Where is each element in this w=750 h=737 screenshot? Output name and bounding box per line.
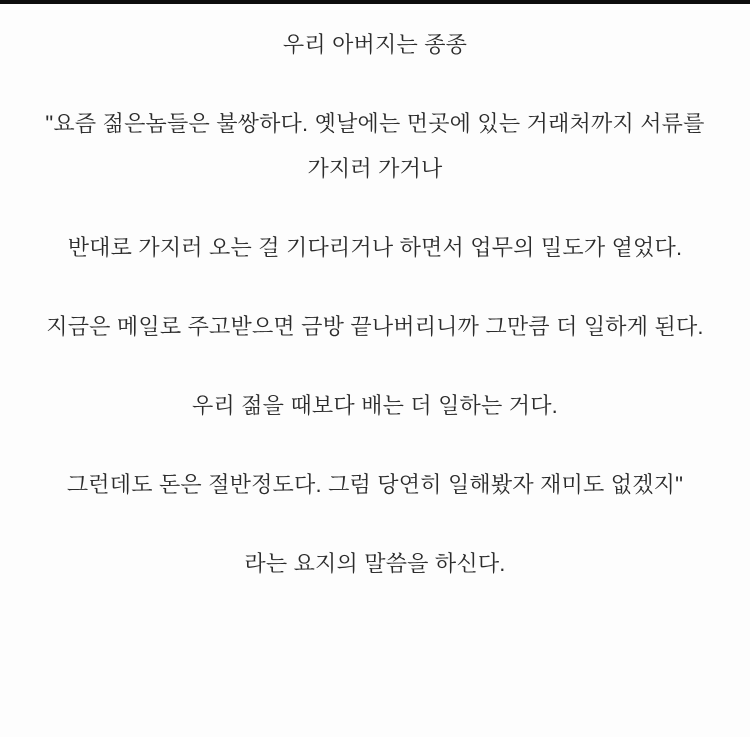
quote-paragraph-5: 그런데도 돈은 절반정도다. 그럼 당연히 일해봤자 재미도 없겠지" [66,472,684,497]
quote-paragraph-2: 반대로 가지러 오는 걸 기다리거나 하면서 업무의 밀도가 옅었다. [67,235,683,260]
quote-post-body [0,4,750,586]
quote-outro-line: 라는 요지의 말씀을 하신다. [244,551,506,576]
quote-paragraph-4: 우리 젊을 때보다 배는 더 일하는 거다. [192,393,558,418]
quote-paragraph-1: "요즘 젊은놈들은 불쌍하다. 옛날에는 먼곳에 있는 거래처까지 서류를 가지러 가거나 [45,111,705,181]
quote-paragraph-3: 지금은 메일로 주고받으면 금방 끝나버리니까 그만큼 더 일하게 된다. [46,314,704,339]
quote-intro-line: 우리 아버지는 종종 [282,32,468,57]
